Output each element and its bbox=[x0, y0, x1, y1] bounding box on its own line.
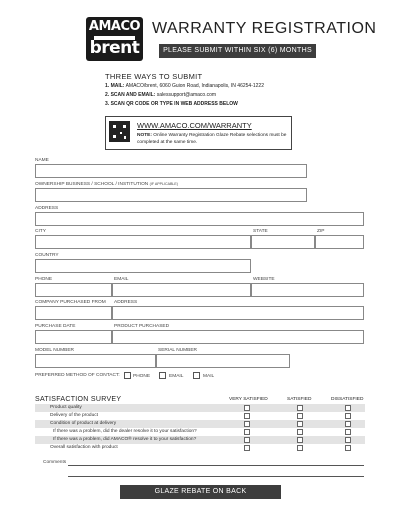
survey-row-label: Delivery of the product bbox=[50, 413, 98, 418]
purchase-date-label: PURCHASE DATE bbox=[35, 324, 76, 329]
very-satisfied-checkbox[interactable] bbox=[244, 437, 250, 443]
survey-row bbox=[35, 404, 365, 412]
model-number-field[interactable] bbox=[35, 354, 156, 368]
email-field[interactable] bbox=[112, 283, 251, 297]
survey-row bbox=[35, 420, 365, 428]
phone-field[interactable] bbox=[35, 283, 112, 297]
purchase-date-field[interactable] bbox=[35, 330, 112, 344]
model-number-label: MODEL NUMBER bbox=[35, 348, 75, 353]
satisfied-checkbox[interactable] bbox=[297, 413, 303, 419]
very-satisfied-checkbox[interactable] bbox=[244, 445, 250, 451]
contact-phone-label: PHONE bbox=[133, 374, 151, 379]
qr-code-icon[interactable] bbox=[109, 121, 130, 142]
glaze-rebate-banner: GLAZE REBATE ON BACK bbox=[120, 485, 281, 499]
contact-mail-checkbox[interactable] bbox=[193, 372, 200, 379]
survey-row-label: Overall satisfaction with product bbox=[50, 445, 118, 450]
very-satisfied-checkbox[interactable] bbox=[244, 413, 250, 419]
survey-row-label: If there was a problem, did AMACO® resolve it to your satisfaction? bbox=[53, 437, 197, 442]
phone-label: PHONE bbox=[35, 277, 53, 282]
submit-steps bbox=[105, 82, 264, 109]
submit-step: 3. SCAN QR CODE OR TYPE IN WEB ADDRESS BELOW bbox=[105, 101, 238, 107]
very-satisfied-checkbox[interactable] bbox=[244, 405, 250, 411]
submit-deadline-banner: PLEASE SUBMIT WITHIN SIX (6) MONTHS bbox=[159, 44, 316, 58]
very-satisfied-checkbox[interactable] bbox=[244, 421, 250, 427]
survey-row-label: Product quality bbox=[50, 405, 82, 410]
page-title: WARRANTY REGISTRATION bbox=[152, 20, 377, 37]
satisfied-checkbox[interactable] bbox=[297, 405, 303, 411]
contact-email-label: EMAIL bbox=[169, 374, 184, 379]
product-purchased-field[interactable] bbox=[112, 330, 364, 344]
dissatisfied-checkbox[interactable] bbox=[345, 405, 351, 411]
web-registration-box bbox=[105, 116, 292, 150]
ownership-field[interactable] bbox=[35, 188, 307, 202]
col-satisfied: SATISFIED bbox=[287, 397, 312, 402]
web-note: NOTE: Online Warranty Registration Glaze Rebate selections must be completed at the same time. bbox=[137, 133, 287, 145]
very-satisfied-checkbox[interactable] bbox=[244, 429, 250, 435]
logo-bottom-text: brent bbox=[89, 38, 140, 58]
contact-phone-checkbox[interactable] bbox=[124, 372, 131, 379]
submit-step: 1. MAIL: AMACO/brent, 6060 Guion Road, Indianapolis, IN 46254-1222 bbox=[105, 83, 264, 89]
comments-line[interactable] bbox=[68, 476, 364, 477]
serial-number-label: SERIAL NUMBER bbox=[158, 348, 198, 353]
contact-email-checkbox[interactable] bbox=[159, 372, 166, 379]
survey-row-label: If there was a problem, did the dealer resolve it to your satisfaction? bbox=[53, 429, 197, 434]
submit-heading: THREE WAYS TO SUBMIT bbox=[105, 72, 203, 81]
satisfied-checkbox[interactable] bbox=[297, 445, 303, 451]
col-very-satisfied: VERY SATISFIED bbox=[229, 397, 268, 402]
amaco-brent-logo bbox=[86, 17, 143, 61]
address-field[interactable] bbox=[35, 212, 364, 226]
contact-method-label: PREFERRED METHOD OF CONTACT: bbox=[35, 373, 120, 378]
address-label: ADDRESS bbox=[35, 206, 59, 211]
survey-row-label: Condition of product at delivery bbox=[50, 421, 117, 426]
city-field[interactable] bbox=[35, 235, 251, 249]
comments-line[interactable] bbox=[68, 465, 364, 466]
name-field[interactable] bbox=[35, 164, 307, 178]
satisfied-checkbox[interactable] bbox=[297, 421, 303, 427]
satisfied-checkbox[interactable] bbox=[297, 437, 303, 443]
comments-label: Comments bbox=[43, 460, 67, 465]
zip-label: ZIP bbox=[317, 229, 325, 234]
state-field[interactable] bbox=[251, 235, 315, 249]
email-label: EMAIL bbox=[114, 277, 129, 282]
dissatisfied-checkbox[interactable] bbox=[345, 429, 351, 435]
dissatisfied-checkbox[interactable] bbox=[345, 421, 351, 427]
survey-row bbox=[35, 436, 365, 444]
company-field[interactable] bbox=[35, 306, 112, 320]
product-purchased-label: PRODUCT PURCHASED bbox=[114, 324, 170, 329]
company-label: COMPANY PURCHASED FROM bbox=[35, 300, 106, 305]
submit-step: 2. SCAN AND EMAIL: salessupport@amaco.com bbox=[105, 92, 217, 98]
website-label: WEBSITE bbox=[253, 277, 275, 282]
satisfied-checkbox[interactable] bbox=[297, 429, 303, 435]
contact-mail-label: MAIL bbox=[203, 374, 215, 379]
company-address-field[interactable] bbox=[112, 306, 364, 320]
dissatisfied-checkbox[interactable] bbox=[345, 445, 351, 451]
city-label: CITY bbox=[35, 229, 46, 234]
survey-heading: SATISFACTION SURVEY bbox=[35, 396, 122, 403]
dissatisfied-checkbox[interactable] bbox=[345, 413, 351, 419]
website-field[interactable] bbox=[251, 283, 364, 297]
state-label: STATE bbox=[253, 229, 268, 234]
company-address-label: ADDRESS bbox=[114, 300, 138, 305]
logo-top-text: AMACO bbox=[88, 19, 141, 34]
survey-row bbox=[35, 444, 365, 452]
survey-row bbox=[35, 428, 365, 436]
ownership-label: OWNERSHIP BUSINESS / SCHOOL / INSTITUTION (IF APPLICABLE) bbox=[35, 182, 178, 187]
survey-row bbox=[35, 412, 365, 420]
name-label: NAME bbox=[35, 158, 49, 163]
serial-number-field[interactable] bbox=[156, 354, 290, 368]
country-label: COUNTRY bbox=[35, 253, 59, 258]
col-dissatisfied: DISSATISFIED bbox=[331, 397, 364, 402]
zip-field[interactable] bbox=[315, 235, 364, 249]
country-field[interactable] bbox=[35, 259, 251, 273]
warranty-url-link[interactable]: WWW.AMACO.COM/WARRANTY bbox=[137, 121, 252, 130]
dissatisfied-checkbox[interactable] bbox=[345, 437, 351, 443]
